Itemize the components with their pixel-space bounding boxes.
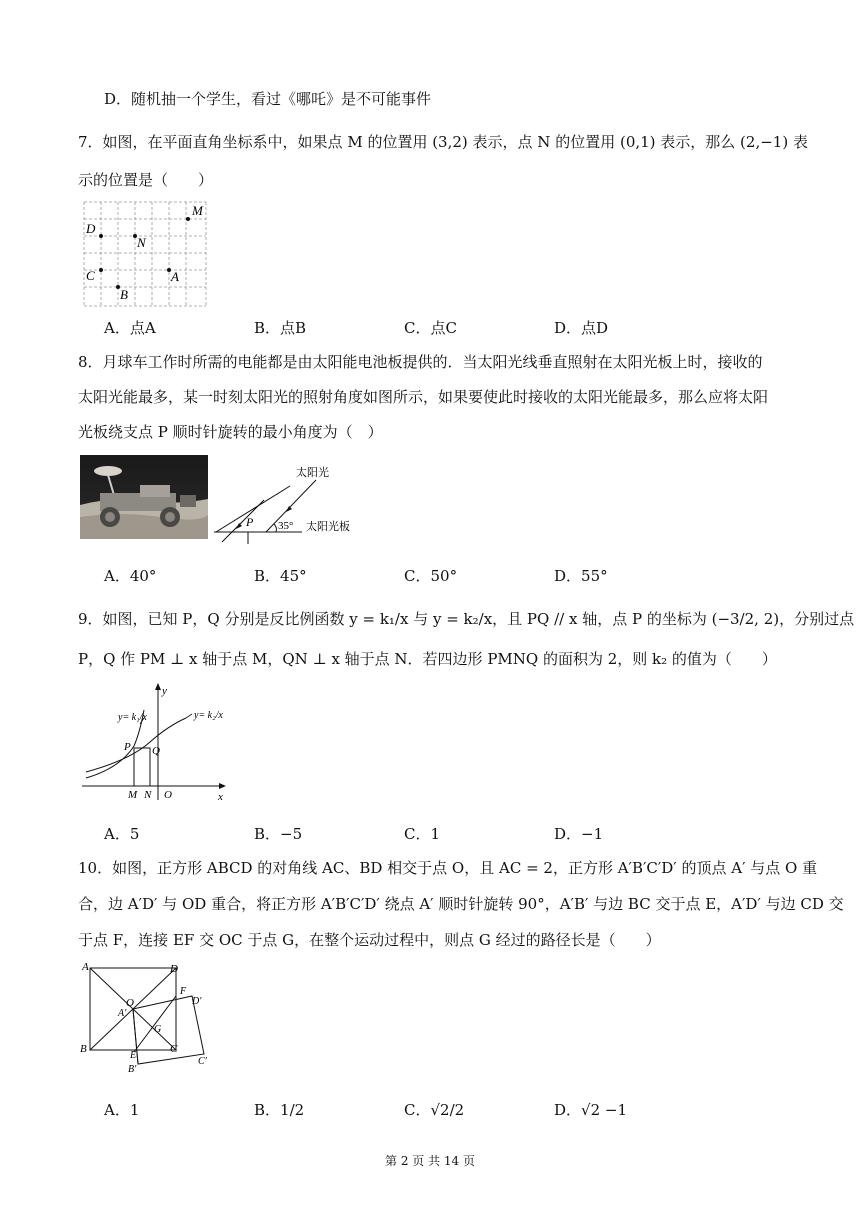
q7-label-d: D (86, 221, 96, 236)
lunar-rover-photo (80, 455, 208, 539)
q7-stem-line1: 7．如图，在平面直角坐标系中，如果点 M 的位置用 (3,2) 表示，点 N 的位置用 (0,1) 表示，那么 (2,−1) 表 (78, 133, 808, 151)
q7-label-n: N (137, 235, 146, 250)
q9-axis-x: x (218, 791, 223, 802)
q9-label-m: M (128, 789, 138, 801)
page-footer: 第 2 页 共 14 页 (385, 1154, 475, 1168)
q9-label-p: P (124, 741, 131, 753)
q9-label-f2: y= k₂/x (194, 710, 223, 721)
q8-option-b[interactable]: B．45° (254, 567, 307, 585)
q10-label-c: C (170, 1043, 178, 1055)
q7-stem-line2: 示的位置是（ ） (78, 171, 214, 189)
q8-stem-line2: 太阳光能最多，某一时刻太阳光的照射角度如图所示，如果要使此时接收的太阳光能最多，那么应将太阳 (78, 388, 769, 406)
q8-label-panel: 太阳光板 (306, 521, 350, 533)
q10-option-b[interactable]: B．1/2 (254, 1101, 305, 1119)
q9-stem-line1: 9．如图，已知 P，Q 分别是反比例函数 y = k₁/x 与 y = k₂/x，且 PQ // x 轴，点 P 的坐标为 (−3/2, 2)，分别过点 (78, 610, 855, 628)
q7-label-b: B (120, 287, 128, 302)
q7-option-b[interactable]: B．点B (254, 319, 307, 337)
q9-label-n: N (144, 789, 152, 801)
q7-option-c[interactable]: C．点C (404, 319, 457, 337)
q10-label-b: B (80, 1043, 87, 1055)
q8-label-sun: 太阳光 (296, 467, 329, 479)
q7-grid-figure (80, 200, 212, 308)
q10-label-b1: B′ (128, 1064, 137, 1072)
q9-label-f1: y= k₁/x (118, 712, 147, 723)
q8-label-angle: 35° (278, 520, 294, 532)
q9-axis-y: y (162, 685, 167, 697)
q10-square-figure (76, 960, 216, 1072)
q9-option-a[interactable]: A．5 (104, 825, 140, 843)
q9-label-q: Q (152, 745, 160, 757)
q8-option-d[interactable]: D．55° (554, 567, 608, 585)
q7-label-c: C (86, 268, 95, 283)
q8-option-c[interactable]: C．50° (404, 567, 458, 585)
q8-stem-line3: 光板绕支点 P 顺时针旋转的最小角度为（ ） (78, 423, 383, 441)
q7-option-d[interactable]: D．点D (554, 319, 609, 337)
q9-option-b[interactable]: B．−5 (254, 825, 303, 843)
q10-stem-line2: 合，边 A′D′ 与 OD 重合，将正方形 A′B′C′D′ 绕点 A′ 顺时针旋转 90°，A′B′ 与边 BC 交于点 E，A′D′ 与边 CD 交 (78, 895, 844, 913)
q10-label-g: G (154, 1024, 162, 1035)
q9-option-c[interactable]: C．1 (404, 825, 441, 843)
q10-stem-line3: 于点 F，连接 EF 交 OC 于点 G，在整个运动过程中，则点 G 经过的路径长是（ ） (78, 931, 661, 949)
q9-stem-line2: P，Q 作 PM ⊥ x 轴于点 M，QN ⊥ x 轴于点 N．若四边形 PMNQ 的面积为 2，则 k₂ 的值为（ ） (78, 650, 777, 668)
q7-label-a: A (171, 269, 179, 284)
q6-option-d: D．随机抽一个学生，看过《哪吒》是不可能事件 (104, 90, 432, 108)
q7-label-m: M (192, 203, 203, 218)
q10-label-e: E (130, 1050, 137, 1061)
q8-option-a[interactable]: A．40° (104, 567, 157, 585)
q8-label-p: P (246, 515, 254, 529)
q10-label-f: F (180, 986, 187, 997)
q10-option-c[interactable]: C．√2/2 (404, 1101, 465, 1119)
q10-label-o: O (126, 997, 134, 1009)
q10-label-a1: A′ (118, 1008, 127, 1019)
q7-option-a[interactable]: A．点A (104, 319, 156, 337)
q10-label-c1: C′ (198, 1056, 207, 1067)
q9-option-d[interactable]: D．−1 (554, 825, 604, 843)
q8-stem-line1: 8．月球车工作时所需的电能都是由太阳能电池板提供的．当太阳光线垂直照射在太阳光板上时，接收的 (78, 353, 763, 371)
q9-function-figure (80, 680, 230, 802)
q10-label-d1: D′ (192, 996, 202, 1007)
q10-option-a[interactable]: A．1 (104, 1101, 140, 1119)
q10-label-d: D (170, 963, 178, 975)
q10-option-d[interactable]: D．√2 −1 (554, 1101, 628, 1119)
q9-label-o: O (164, 789, 172, 801)
q10-stem-line1: 10．如图，正方形 ABCD 的对角线 AC、BD 相交于点 O，且 AC = 2，正方形 A′B′C′D′ 的顶点 A′ 与点 O 重 (78, 859, 818, 877)
q10-label-a: A (82, 961, 89, 973)
q8-sunlight-figure (212, 460, 372, 546)
